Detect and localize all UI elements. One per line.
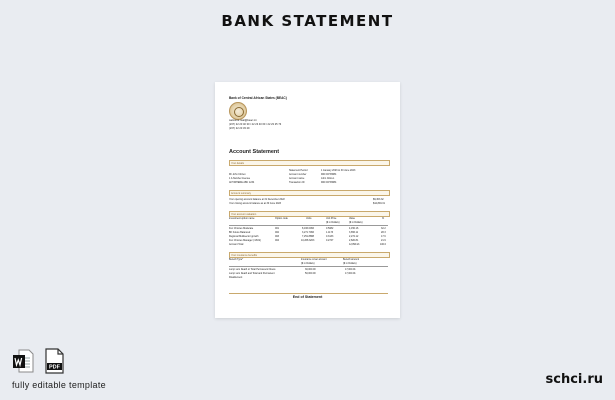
pdf-label: PDF [49,364,60,371]
holding-units: 8,166.0066 [302,227,314,230]
holding-units: 3,271.7066 [302,231,314,234]
holding-value: 3,656.11 [349,231,359,234]
end-divider [229,293,388,294]
bank-name: Bank of Central African States (BEAC) [229,96,287,100]
holding-name: Fun Choices Manager ( MGS) [229,239,261,242]
benefits-header: Benefit Type* [229,258,244,261]
word-doc-icon [12,348,34,374]
address-line: ANYWHERE ABC 1234 [229,181,255,184]
section-your-details: Your details [229,160,390,166]
holdings-subheader: ($ in Dollars) [326,221,340,224]
holdings-subheader: ($ in Dollars) [349,221,363,224]
contact-fax: (237) 22 23 33 29 [229,127,250,130]
holdings-header: Option code [275,217,288,220]
account-statement-heading: Account Statement [229,149,280,155]
holdings-header: % [382,217,385,220]
summary-label: Your opening account balance at 31 December 2022 [229,198,285,201]
benefits-header: Insurance cover amount [301,258,327,261]
benefit-type: Lump sum Death and Total and Permanent [229,272,275,275]
details-label: Transaction ID [289,181,305,184]
section-insurance-benefits: Your insurance benefits [229,252,390,258]
holding-name: BF Future Balanced [229,231,251,234]
contact-email: welcome.mail@beac.int [229,119,257,122]
holding-value: 2,820.81 [349,239,359,242]
holding-percent: 32.2 [381,227,386,230]
summary-value: $9,303.32 [373,198,384,201]
holding-percent: 17.6 [381,235,386,238]
benefit-amount: 17,000.01 [345,272,356,275]
address-line: 1 A Number Avenue [229,177,251,180]
table-divider [229,266,388,267]
details-value: John Citizen [321,177,335,180]
holding-units: 7,251.8888 [302,235,314,238]
benefit-cover: 50,000.00 [305,272,316,275]
benefit-type: Disablement [229,276,243,279]
benefit-cover: 30,000.00 [305,268,316,271]
holding-code: 002 [275,231,279,234]
bank-logo-icon [229,102,247,120]
holding-code: 003 [275,235,279,238]
end-of-statement: End of Statement [292,295,323,299]
address-line: Mr John Citizen [229,173,246,176]
pdf-doc-icon [43,348,65,374]
brand-logo-text: schci.ru [545,372,603,387]
section-account-summary: Account summary [229,190,390,196]
holdings-total-label: Account Total [229,243,244,246]
benefits-subheader: ($ in Dollars) [301,262,315,265]
summary-value: $12,894.31 [373,202,385,205]
holdings-total-percent: 100.0 [380,243,386,246]
details-label: Account name [289,177,305,180]
holdings-header: Investment option name [229,217,255,220]
holding-code: 001 [275,227,279,230]
benefit-type: Lump sum Death or Total Permanent Illness [229,268,276,271]
page-title: BANK STATEMENT [221,12,394,30]
benefit-amount: 17,000.01 [345,268,356,271]
summary-label: Your closing account balance as at 30 June 2023 [229,202,282,205]
benefits-subheader: ($ in Dollars) [343,262,357,265]
holding-units: 10,268.3203 [301,239,315,242]
contact-phone: (237) 22 23 40 30 / 22 23 40 60 / 22 23 25 73 [229,123,282,126]
details-value: 1 January 2023 to 30 June 2023 [321,169,356,172]
statement-document [215,82,400,318]
benefits-header: Benefit amount [343,258,360,261]
holding-name: Regional Multisector growth [229,235,259,238]
section-account-valuation: Your account valuation [229,211,390,217]
editable-template-label: fully editable template [12,380,106,390]
holdings-header: Units [306,217,312,220]
holdings-header: Value [349,217,355,220]
table-divider [229,225,388,226]
holding-code: 004 [275,239,279,242]
details-value: 900 00733884 [321,181,337,184]
holding-percent: 28.3 [381,231,386,234]
holdings-header: Unit Price [326,217,337,220]
holding-price: 0.3133 [326,235,334,238]
holding-name: Fun Choices Moderate [229,227,254,230]
holding-value: 4,150.16 [349,227,359,230]
details-label: Statement Period [289,169,308,172]
holding-value: 2,272.12 [349,235,359,238]
holdings-total-value: 12,899.21 [349,243,360,246]
holding-price: 0.2747 [326,239,334,242]
holding-percent: 21.9 [381,239,386,242]
holding-price: 0.5082 [326,227,334,230]
holding-price: 1.1173 [326,231,334,234]
details-value: 900 00733884 [321,173,337,176]
details-label: Account number [289,173,307,176]
